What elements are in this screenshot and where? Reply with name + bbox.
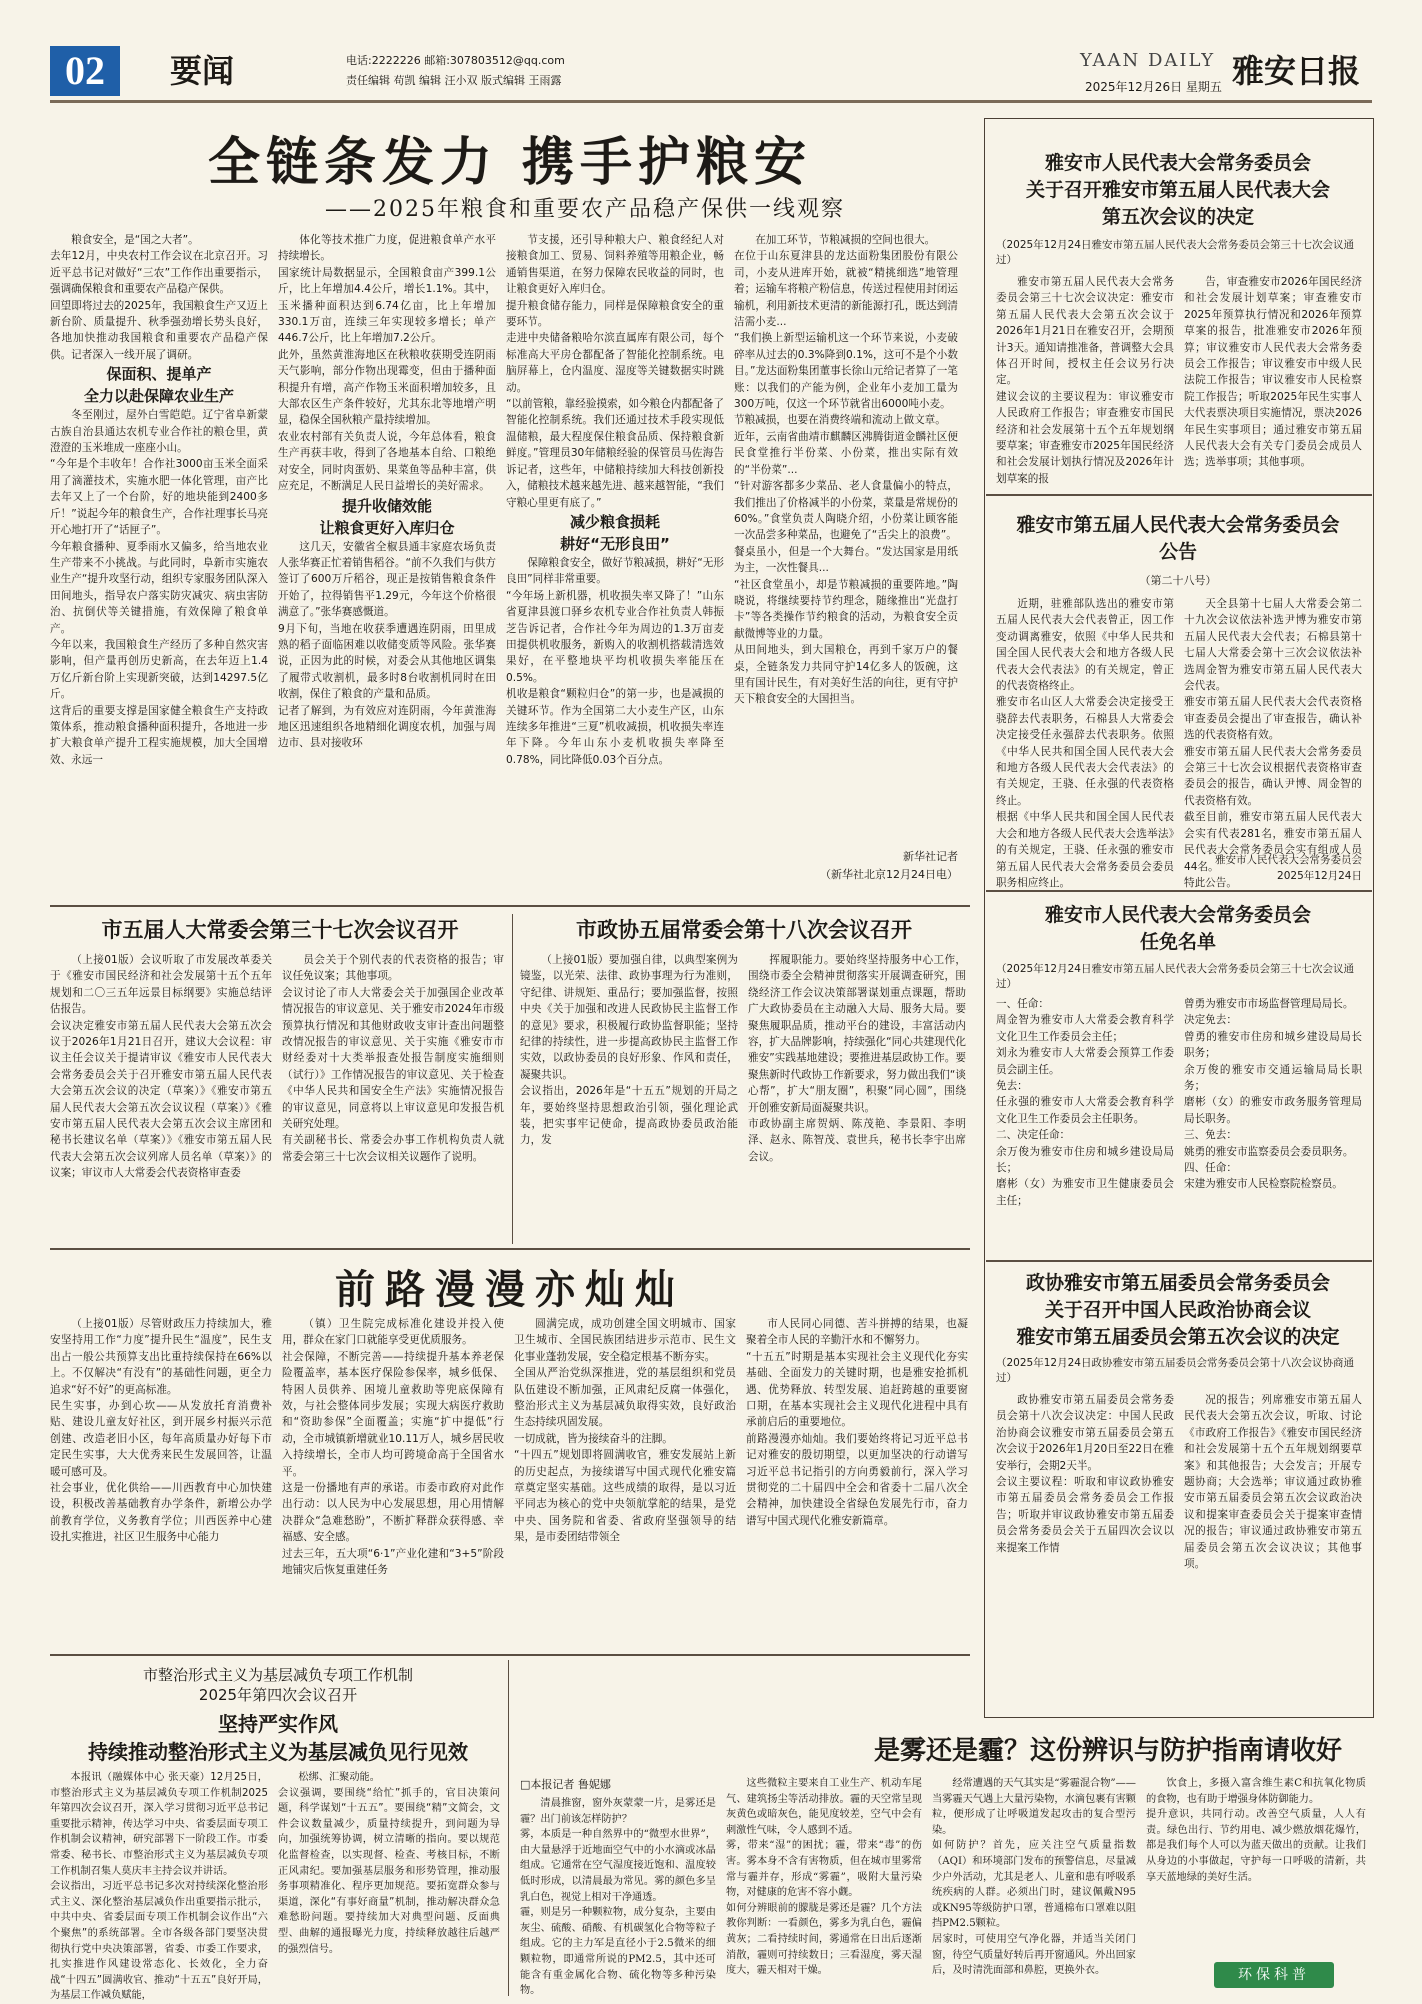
npc-meeting-col2-text: 员会关于个别代表的代表资格的报告；审议任免议案；其他事项。 会议讨论了市人大常委会关于加强国企业改革情况报告的审议意见、关于雅安市2024年市级预算执行情况和其他财政收支审计查出问题整改情况报告的审议意见、关于实施《雅安市市财经委对十大类举报查处报告制度实施细则（试行）》工作情况报告的审议意见、关于检查《中华人民共和国安全生产法》实施情况报告的审议意见，同意将以上审议意见印发报告机关研究处理。 有关副秘书长、常委会办事工作机构负责人就常委会第三十七次会议相关议题作了说明。 xyxy=(282,954,504,1163)
commentary-title: 前路漫漫亦灿灿 xyxy=(335,1266,685,1313)
lead-col1-text: 粮食安全，是“国之大者”。 去年12月，中央农村工作会议在北京召开。习近平总书记对做好“三农”工作作出重要指示，强调确保粮食和重要农产品稳产保供。 回望即将过去的2025年，我国粮食生产又迈上新台阶、质量提升、秋季强劲增长势头良好，各地加快推动我国粮食和重要农产品稳产保供。记者深入一线开展了调研。 xyxy=(50,234,268,361)
issue-date: 2025年12月26日 星期五 xyxy=(1085,80,1222,94)
commentary-col2-text: （镇）卫生院完成标准化建设并投入使用，群众在家门口就能享受更优质服务。 社会保障，不断完善——持续提升基本养老保险覆盖率，基本医疗保险参保率，城乡低保、特困人员供养、困境儿童救助等兜底保障有效，与社会整体同步发展；实现大病医疗救助和“资助参保”全面覆盖；实施“扩中提低”行动，全市城镇新增就业10.11万人，城乡居民收入持续增长，全市人均可跨境命高于全国省水平。 这是一份播地有声的承诺。市委市政府对此作出行动：以人民为中心发展思想，用心用情解决群众“急难愁盼”，不断扩释群众获得感、幸福感、安全感。 过去三年，五大项“6·1”产业化建和“3+5”阶段地铺灾后恢复重建任务 xyxy=(282,1318,504,1577)
notice-divider xyxy=(986,494,1372,496)
bottom-left-kicker2: 2025年第四次会议召开 xyxy=(198,1686,358,1704)
bottom-right-col2 xyxy=(726,1776,922,1996)
lead-source: （新华社北京12月24日电） xyxy=(820,868,958,881)
npc-meeting-title: 市五届人大常委会第三十七次会议召开 xyxy=(101,917,459,942)
bottom-left-col2-text: 松绑、汇聚动能。 会议强调，要围绕“给忙”抓手的，官目决策问题，科学谋划“十五五”。要围绕“精”文简会，文件会议数量减少，质量持续提升，到问题为导向，加强统筹协调，树立清晰的指向。要以规范化监督检查，以实现督、检查、考核目标，不断正风肃纪。要加强基层服务和形势管理，推动服务事项精准化、程序更加规范。要拓宽群众参与渠道，深化“有事好商量”机制，推动解决群众急难愁盼问题。要持续加大对典型问题、反面典型、曲解的通报曝光力度，持续释放越往后越严的强烈信号。 xyxy=(278,1772,500,1955)
notice3-title-line2: 任免名单 xyxy=(1139,931,1216,953)
bottom-right-col4-text: 饮食上，多摄入富含维生素C和抗氧化物质的食物，也有助于增强身体防御能力。 提升意识，共同行动。改善空气质量，人人有责。绿色出行、节约用电、减少燃放烟花爆竹，都是我们每个人可以为蓝天做出的贡献。让我们从身边的小事做起，守护每一口呼吸的清新，共享天蓝地绿的美好生活。 xyxy=(1146,1778,1366,1883)
bottom-right-col3 xyxy=(932,1776,1136,1996)
commentary-col3-text: 圆满完成，成功创建全国文明城市、国家卫生城市、全国民族团结进步示范市、民生文化事业蓬勃发展，安全稳定根基不断夯实。 全国从严治党纵深推进，党的基层组织和党员队伍建设不断加强，正风肃纪反腐一体强化，整治形式主义为基层减负取得实效，良好政治生态持续巩固发展。 一切成就，皆为接续奋斗的注脚。 “十四五”规划即将圆满收官，雅安发展站上新的历史起点，为接续谱写中国式现代化雅安篇章奠定坚实基础。这些成绩的取得，是以习近平同志为核心的党中央领航掌舵的结果，是党中央、国务院和省委、省政府坚强领导的结果，是市委团结带领全 xyxy=(514,1318,736,1544)
notice4-note: （2025年12月24日政协雅安市第五届委员会常务委员会第十八次会议协商通过） xyxy=(996,1357,1354,1384)
notice2-date: 2025年12月24日 xyxy=(1277,870,1362,882)
notice1-title-line2: 关于召开雅安市第五届人民代表大会 xyxy=(1025,179,1330,201)
lead-col2b-text: 这几天，安徽省全椒县通丰家庭农场负责人张华赛正忙着销售稻谷。“前不久我们与供方签订了600万斤稻谷，现正是按销售粮食条件开始了，拉得销售平1.29元，今年这个价格很满意了。”张华赛感慨道。 9月下旬，当地在收获季遭遇连阴雨，田里成熟的稻子面临困难以收储变质等风险。张华赛说，正因为此的时候，对委会从其他地区调集了履带式收割机，最多时8台收割机同时在田收割，保住了粮食的产量和品质。 记者了解到，为有效应对连阴雨，今年黄淮海地区迅速组织各地精细化调度农机，加强与周边市、县对接收环 xyxy=(278,540,496,750)
commentary-col1 xyxy=(50,1316,272,1646)
column-divider xyxy=(508,1660,509,1996)
commentary-col4-text: 市人民同心同德、苦斗拼搏的结果，也凝聚着全市人民的辛勤汗水和不懈努力。 “十五五”时期是基本实现社会主义现代化夯实基础、全面发力的关键时期，也是雅安抢抓机遇、优势释放、转型发展、追赶跨越的重要窗口期，在基本实现社会主义现代化进程中具有承前启后的重要地位。 前路漫漫亦灿灿。我们要始终将记习近平总书记对雅安的殷切期望，以更加坚决的行动谱写习近平总书记指引的方向勇毅前行，深入学习贯彻党的二十届四中全会和省委十二届八次全会精神，加快建设全省绿色发展先行市，奋力谱写中国式现代化雅安新篇章。 xyxy=(746,1318,968,1527)
section-divider xyxy=(50,905,970,907)
section-name: 要闻 xyxy=(170,52,235,90)
commentary-col4 xyxy=(746,1316,968,1646)
notice1-title xyxy=(990,150,1366,231)
bottom-left-col1 xyxy=(50,1770,268,2002)
notice4-title-line3: 雅安市第五届委员会第五次会议的决定 xyxy=(1016,1326,1340,1348)
npc-meeting-col1 xyxy=(50,952,272,1242)
notice4-title-line1: 政协雅安市第五届委员会常务委员会 xyxy=(1025,1272,1330,1294)
cppcc-meeting-title: 市政协五届常委会第十八次会议召开 xyxy=(576,917,912,942)
notice2-title-line2: 公告 xyxy=(1158,541,1197,563)
lead-title: 全链条发力 携手护粮安 xyxy=(207,132,813,193)
contact-line: 电话:2222226 邮箱:307803512@qq.com xyxy=(346,54,565,67)
cppcc-meeting-col1-text: （上接01版）要加强自律，以典型案例为镜鉴，以光荣、法律、政协事理为行为准则，守纪律、讲规矩、重品行；要加强监督，按照中央《关于加强和改进人民政协民主监督工作的意见》要求，积极履行政协监督职能；坚持纪律的持续性，进一步提高政协民主监督工作实效，以政协委员的良好形象、作风和责任，凝聚共识。 会议指出，2026年是“十五五”规划的开局之年，要始终坚持思想政治引领，强化理论武装，把实事牢记使命，提高政协委员政治能力，发 xyxy=(520,954,738,1147)
notice1-note: （2025年12月24日雅安市第五届人民代表大会常务委员会第三十七次会议通过） xyxy=(996,239,1354,266)
notice4-col2-text: 况的报告；列席雅安市第五届人民代表大会第五次会议，听取、讨论《市政府工作报告》《雅安市国民经济和社会发展第十五个五年规划纲要草案》和其他报告；大会发言；开展专题协商；大会选举；审议通过政协雅安市第五届委员会第五次会议政治决议和提案审查委员会关于提案审查情况的报告；审议通过政协雅安市第五届委员会第五次会议决议；其他事项。 xyxy=(1184,1394,1362,1571)
bottom-right-col1-text: 清晨推窗，窗外灰蒙蒙一片，是雾还是霾？出门前该怎样防护？ 雾，本质是一种自然界中的“微型水世界”，由大量悬浮于近地面空气中的小水滴或冰晶组成。它通常在空气湿度接近饱和、温度较低时形成，以清晨最为常见。雾的颜色多呈乳白色，视觉上相对干净通透。 霾，则是另一种颗粒物，成分复杂，主要由灰尘、硫酸、硝酸、有机碳氢化合物等粒子组成。它的主力军是直径小于2.5微米的细颗粒物，即通常所说的PM2.5，其中还可能含有重金属化合物、硫化物等多种污染物。 xyxy=(520,1798,716,1997)
bottom-right-byline: □本报记者 鲁妮娜 xyxy=(520,1778,611,1791)
notice2-col1 xyxy=(996,596,1174,889)
lead-col1b-text: 冬至刚过，屋外白雪皑皑。辽宁省阜新蒙古族自治县通达农机专业合作社的粮仓里，黄澄澄的玉米堆成一座座小山。 “今年是个丰收年！合作社3000亩玉米全面采用了滴灌技术，实施水肥一体化管理，亩产比去年又上了一个台阶，好的地块能到2400多斤！”说起今年的粮食生产，合作社理事长马亮开心地打开了“话匣子”。 今年粮食播种、夏季雨水又偏多，给当地农业生产带来不小挑战。与此同时，阜新市实施农业生产“提升攻坚行动，组织专家服务团队深入田间地头，指导农户落实防灾减灾、病虫害防治、抗倒伏等关键措施，有效保障了粮食单产。 今年以来，我国粮食生产经历了多种自然灾害影响，但产量再创历史新高，在去年迈上1.4万亿斤新台阶上实现新突破，达到14297.5亿斤。 这背后的重要支撑是国家健全粮食生产支持政策体系，推动粮食播种面积提升，各地进一步扩大粮食单产提升工程实施规模，加大全国增效、永远一 xyxy=(50,409,268,766)
notice3-col1-text: 一、任命： 周金智为雅安市人大常委会教育科学文化卫生工作委员会主任； 刘永为雅安市人大常委会预算工作委员会副主任。 免去： 任永强的雅安市人大常委会教育科学文化卫生工作委员会主任职务。 二、决定任命： 余万俊为雅安市住房和城乡建设局局长； 磨彬（女）为雅安市卫生健康委员会主任； xyxy=(996,998,1174,1207)
bottom-left-kicker1: 市整治形式主义为基层减负专项工作机制 xyxy=(142,1666,413,1684)
notice1-title-line1: 雅安市人民代表大会常务委员会 xyxy=(1044,152,1311,174)
notice4-col1 xyxy=(996,1392,1174,1710)
bottom-right-col4 xyxy=(1146,1776,1366,1952)
bottom-right-col2-text: 这些微粒主要来自工业生产、机动车尾气、建筑扬尘等活动排放。霾的天空常呈现灰黄色或暗灰色，能见度较差，空气中会有刺激性气味，令人感到不适。 雾，带来“湿”的困扰；霾，带来“毒”的伤害。雾本身不含有害物质，但在城市里雾常常与霾并存，形成“雾霾”，吸附大量污染物，对健康的危害不容小觑。 如何分辨眼前的朦胧是雾还是霾？几个方法教你判断：一看颜色，雾多为乳白色，霾偏黄灰；二看持续时间，雾通常在日出后逐渐消散，霾则可持续数日；三看湿度，雾天湿度大，霾天相对干燥。 xyxy=(726,1778,922,1977)
notice4-title xyxy=(990,1270,1366,1351)
bottom-left-title2: 持续推动整治形式主义为基层减负见行见效 xyxy=(88,1740,468,1764)
notice2-col2-text: 天全县第十七届人大常委会第二十九次会议依法补选尹博为雅安市第五届人民代表大会代表；石棉县第十七届人大常委会第十三次会议依法补选周金智为雅安市第五届人民代表大会代表。 雅安市第五届人民代表大会代表资格审查委员会提出了审查报告，确认补选的代表资格有效。 雅安市第五届人民代表大会常务委员会第三十七次会议根据代表资格审查委员会的报告，确认尹博、周金智的代表资格有效。 截至目前，雅安市第五届人民代表大会实有代表281名，雅安市第五届人民代表大会常务委员会实有组成人员44名。 特此公告。 xyxy=(1184,598,1362,889)
notice4-col2 xyxy=(1184,1392,1362,1710)
notice2-title-line1: 雅安市第五届人民代表大会常务委员会 xyxy=(1016,514,1340,536)
lead-col2-subhead: 提升收储效能 让粮食更好入库归仓 xyxy=(319,496,455,537)
lead-col1-subhead: 保面积、提单产 全力以赴保障农业生产 xyxy=(83,365,234,406)
bottom-left-col2 xyxy=(278,1770,500,1996)
notice2-number: （第二十八号） xyxy=(1139,574,1217,587)
notice1-col2-text: 告，审查雅安市2026年国民经济和社会发展计划草案；审查雅安市2025年预算执行情况和2026年预算草案的报告，批准雅安市2026年预算；审议雅安市人民代表大会常务委员会工作报告；审议雅安市中级人民法院工作报告；审议雅安市人民检察院工作报告；听取2025年民生实事人大代表票决项目实施情况，票决2026年民生实事项目；通过雅安市第五届人民代表大会有关专门委员会成员人选；选举事项；其他事项。 xyxy=(1184,276,1362,469)
notice3-col2 xyxy=(1184,996,1362,1252)
bottom-left-title1: 坚持严实作风 xyxy=(218,1712,338,1736)
npc-meeting-col1-text: （上接01版）会议听取了市发展改革委关于《雅安市国民经济和社会发展第十五个五年规划和二〇三五年远景目标纲要》实施总结评估报告。 会议决定雅安市第五届人民代表大会第五次会议于2026年1月21日召开，建议大会议程：审议主任会议关于提请审议《雅安市人民代表大会常务委员会关于召开雅安市第五届人民代表大会第五次会议的决定（草案）》《雅安市第五届人民代表大会第五次会议议程（草案）》《雅安市第五届人民代表大会第五次会议主席团和秘书长建议名单（草案）》《雅安市第五届人民代表大会第五次会议列席人员名单（草案）》的议案；审议市人大常委会代表资格审查委 xyxy=(50,954,272,1180)
lead-col4-text: 在加工环节，节粮减损的空间也很大。 在位于山东夏津县的龙达面粉集团股份有限公司，小麦从进库开始，就被“精挑细选”地管理着；运输车将粮产粉信息，传送过程使用封闭运输机，利用新技术更清的新能源打孔，既达到清洁需小麦... “我们换上新型运输机这一个环节来说，小麦破碎率从过去的0.3%降到0.1%，这可不是个小数目。”龙达面粉集团董事长徐山元给记者算了一笔账：以我们的产能为例，企业年小麦加工量为300万吨，仅这一个环节就省出6000吨小麦。 节粮减损，也要在消费终端和流动上做文章。 近年，云南省曲靖市麒麟区沸腾街道金麟社区便民食堂推行半份菜、小份菜，推出实际有效的“半份菜”... “针对游客都多少菜品、老人食量偏小的特点，我们推出了价格减半的小份菜，菜量是常规份的60%。”食堂负责人陶晓介绍，小份菜让顾客能一次品尝多种菜品，也避免了“舌尖上的浪费”。 餐桌虽小，但是一个大舞台。“发达国家是用纸为主，一次性餐具... “社区食堂虽小，却是节粮减损的重要阵地。”陶晓说，将继续要持节约理念，随缘推出“光盘打卡”等各类操作节约粮食的活动，为粮食安全贡献微博等业的力量。 从田间地头，到大国粮仓，再到千家万户的餐桌，全链条发力共同守护14亿多人的饭碗，这里有国计民生，有对美好生活的向往，更有守护天下粮食安全的大国担当。 xyxy=(734,234,958,706)
bottom-right-title: 是雾还是霾？这份辨识与防护指南请收好 xyxy=(873,1736,1342,1766)
notice2-signature: 雅安市人民代表大会常务委员会 xyxy=(1215,854,1362,866)
lead-column-3 xyxy=(506,232,724,900)
lead-column-1 xyxy=(50,232,268,900)
bottom-right-col3-text: 经常遭遇的天气其实是“雾霾混合物”——当雾霾天气遇上大量污染物，水滴包裹有害颗粒，便形成了让呼吸道发起攻击的复合型污染。 如何防护？首先，应关注空气质量指数（AQI）和环境部门发布的预警信息，尽量减少户外活动，尤其是老人、儿童和患有呼吸系统疾病的人群。必须出门时，建议佩戴N95或KN95等级防护口罩，普通棉布口罩难以阻挡PM2.5颗粒。 居家时，可使用空气净化器，并适当关闭门窗，待空气质量好转后再开窗通风。外出回家后，及时清洗面部和鼻腔，更换外衣。 xyxy=(932,1778,1136,1977)
commentary-col1-text: （上接01版）尽管财政压力持续加大，雅安坚持用工作“力度”提升民生“温度”，民生支出占一般公共预算支出比重持续保持在66%以上。不仅解决“有没有”的基础性问题，更全力追求“好不好”的更高标准。 民生实事，办到心坎——从发放托育消费补贴、建设儿童友好社区，到开展乡村振兴示范创建、改造老旧小区，每年高质量办好每下市定民生实事，大大优秀来民生发展回答，让温暖可感可及。 社会事业，优化供给——川西教育中心加快建设，积极改善基础教育办学条件，新增公办学前教育学位，义务教育学位；川西医养中心建设扎实推进，社区卫生服务中心能力 xyxy=(50,1318,272,1544)
notice2-title xyxy=(990,512,1366,566)
newspaper-logo: 雅安日报 xyxy=(1232,52,1361,90)
section-divider xyxy=(50,1248,970,1250)
editor-line: 责任编辑 苟凯 编辑 汪小双 版式编辑 王雨露 xyxy=(346,74,562,87)
brand-english: YAAN DAILY xyxy=(1080,50,1216,71)
cppcc-meeting-col1 xyxy=(520,952,738,1242)
notice1-col1-text: 雅安市第五届人民代表大会常务委员会第三十七次会议决定：雅安市第五届人民代表大会第五次会议于2026年1月21日在雅安召开，会期预计3天。通知请推准备，普调整大会具体召开时间，授权主任会议另行决定。 建议会议的主要议程为：审议雅安市人民政府工作报告；审查雅安市国民经济和社会发展第十五个五年规划纲要草案；审查雅安市2025年国民经济和社会发展计划执行情况及2026年计划草案的报 xyxy=(996,276,1174,485)
column-divider xyxy=(512,914,513,1244)
lead-col3-subhead: 减少粮食损耗 耕好“无形良田” xyxy=(560,512,670,553)
lead-col3-text: 节支援，还引导种粮大户、粮食经纪人对接粮食加工、贸易、饲料养殖等用粮企业，畅通销售渠道，在努力保障农民收益的同时，也让粮食更好入库归仓。 提升粮食储存能力，同样是保障粮食安全的重要环节。 走进中央储备粮哈尔滨直属库有限公司，每个标准高大平房仓都配备了智能化控制系统。电脑屏幕上，仓内温度、湿度等关键数据实时跳动。 “以前管粮，靠经验摸索，如今粮仓内都配备了智能化控制系统。我们还通过技术手段实现低温储粮，最大程度保住粮食品质、保持粮食新鲜度。”管理员30年储粮经验的保管员马佐海告诉记者，这些年，中储粮持续加大科技创新投入，储粮技术越来越先进、越来越智能，“我们守粮心里更有底了。” xyxy=(506,234,724,509)
commentary-col2 xyxy=(282,1316,504,1646)
section-divider xyxy=(50,1654,970,1656)
lead-subtitle: ——2025年粮食和重要农产品稳产保供一线观察 xyxy=(325,197,845,222)
lead-col3b-text: 保障粮食安全，做好节粮减损，耕好“无形良田”同样非常重要。 “今年场上新机器，机收损失率又降了！”山东省夏津县渡口驿乡农机专业合作社负责人韩振芝告诉记者，合作社今年为周边的1.3万亩麦田提供机收服务，新购入的收割机搭载清选效果好，在平整地块平均机收损失率能压在0.5%。 机收是粮食“颗粒归仓”的第一步，也是减损的关键环节。作为全国第二大小麦生产区，山东连续多年推进“三夏”机收减损，机收损失率连年下降。今年山东小麦机收损失率降至0.78%，同比降低0.03个百分点。 xyxy=(506,556,724,766)
notice3-note: （2025年12月24日雅安市第五届人民代表大会常务委员会第三十七次会议通过） xyxy=(996,963,1354,990)
lead-column-2 xyxy=(278,232,496,900)
npc-meeting-col2 xyxy=(282,952,504,1242)
lead-col2-text: 体化等技术推广力度，促进粮食单产水平持续增长。 国家统计局数据显示，全国粮食亩产399.1公斤，比上年增加4.4公斤，增长1.1%。其中，玉米播种面积达到6.74亿亩，比上年增加330.1万亩，连续三年实现较多增长；单产446.7公斤，比上年增加7.2公斤。 此外，虽然黄淮海地区在秋粮收获期受连阴雨天气影响，部分作物出现霉变，但由于播种面积提升有增，高产作物玉米面积增加较多，且大部农区生产条件较好，尤其东北等地增产明显，稳保全国秋粮产量持续增加。 农业农村部有关负责人说，今年总体看，粮食生产再获丰收，得到了各地基本自给、口粮绝对安全，同时肉蛋奶、果菜鱼等品种丰富，供应充足，不断满足人民日益增长的美好需求。 xyxy=(278,234,496,493)
cppcc-meeting-col2-text: 挥履职能力。要始终坚持服务中心工作，围绕市委全会精神贯彻落实开展调查研究，围绕经济工作会议决策部署谋划重点课题，帮助广大政协委员在主动融入大局、服务大局。要聚焦履职品质，推动平台的建设，丰富活动内容，扩大品牌影响，持续强化“同心共建现代化雅安”实践基地建设；要推进基层政协工作。要聚焦新时代政协工作新要求，努力做出我们“谈心帮”，扩大“朋友圈”，积聚“同心圆”，围绕开创雅安新局面凝聚共识。 市政协副主席贺炳、陈茂艳、李景阳、李明泽、赵永、陈智茂、袁世兵，秘书长李宇出席会议。 xyxy=(748,954,966,1163)
bottom-left-col1-text: 本报讯（融媒体中心 张天豪）12月25日，市整治形式主义为基层减负专项工作机制2025年第四次会议召开，深入学习贯彻习近平总书记重要批示精神，传达学习中央、省委层面专项工作机制会议精神，研究部署下一阶段工作。市委常委、秘书长、市整治形式主义为基层减负专项工作机制召集人莫庆丰主持会议并讲话。 会议指出，习近平总书记多次对持续深化整治形式主义、深化整治基层减负作出重要指示批示，中共中央、省委层面专项工作机制会议作出“六个聚焦”的系统部署。全市各级各部门要坚决贯彻执行党中央决策部署，省委、市委工作要求，扎实推进作风建设常态化、长效化，全力奋战“十四五”圆满收官、推动“十五五”良好开局，为基层工作减负赋能， xyxy=(50,1772,268,2002)
notice3-title xyxy=(990,902,1366,956)
notice1-col2 xyxy=(1184,274,1362,488)
commentary-col3 xyxy=(514,1316,736,1646)
lead-column-4 xyxy=(734,232,958,844)
notice3-title-line1: 雅安市人民代表大会常务委员会 xyxy=(1044,904,1311,926)
notice3-col2-text: 曾勇为雅安市市场监督管理局局长。 决定免去： 曾勇的雅安市住房和城乡建设局局长职务； 余万俊的雅安市交通运输局局长职务； 磨彬（女）的雅安市政务服务管理局局长职务。 三、免去： 姚勇的雅安市监察委员会委员职务。 四、任命： 宋建为雅安市人民检察院检察员。 xyxy=(1184,998,1362,1191)
notice4-title-line2: 关于召开中国人民政治协商会议 xyxy=(1044,1299,1311,1321)
notice1-title-line3: 第五次会议的决定 xyxy=(1101,206,1254,228)
cppcc-meeting-col2 xyxy=(748,952,966,1242)
page-number: 02 xyxy=(50,46,120,96)
notice2-col1-text: 近期，驻雅部队选出的雅安市第五届人民代表大会代表曾正，因工作变动调离雅安，依照《中华人民共和国全国人民代表大会和地方各级人民代表大会代表法》的有关规定，曾正的代表资格终止。 雅安市名山区人大常委会决定接受王骁辞去代表职务，石棉县人大常委会决定接受任永强辞去代表职务。依照《中华人民共和国全国人民代表大会和地方各级人民代表大会代表法》的有关规定，王骁、任永强的代表资格终止。 根据《中华人民共和国全国人民代表大会和地方各级人民代表大会选举法》的有关规定，王骁、任永强的雅安市第五届人民代表大会常务委员会委员职务相应终止。 xyxy=(996,598,1174,889)
notice-divider xyxy=(986,890,1372,892)
notice1-col1 xyxy=(996,274,1174,488)
notice-divider xyxy=(986,1260,1372,1262)
notice4-col1-text: 政协雅安市第五届委员会常务委员会第十八次会议决定：中国人民政治协商会议雅安市第五届委员会第五次会议于2026年1月20日至22日在雅安举行，会期2天半。 会议主要议程：听取和审议政协雅安市第五届委员会常务委员会工作报告；听取并审议政协雅安市第五届委员会常务委员会关于五届四次会议以来提案工作情 xyxy=(996,1394,1174,1554)
header-divider xyxy=(50,100,1372,103)
science-tag-badge: 环保科普 xyxy=(1214,1962,1334,1988)
bottom-right-col1 xyxy=(520,1796,716,1996)
lead-byline: 新华社记者 xyxy=(903,850,958,863)
notice3-col1 xyxy=(996,996,1174,1252)
